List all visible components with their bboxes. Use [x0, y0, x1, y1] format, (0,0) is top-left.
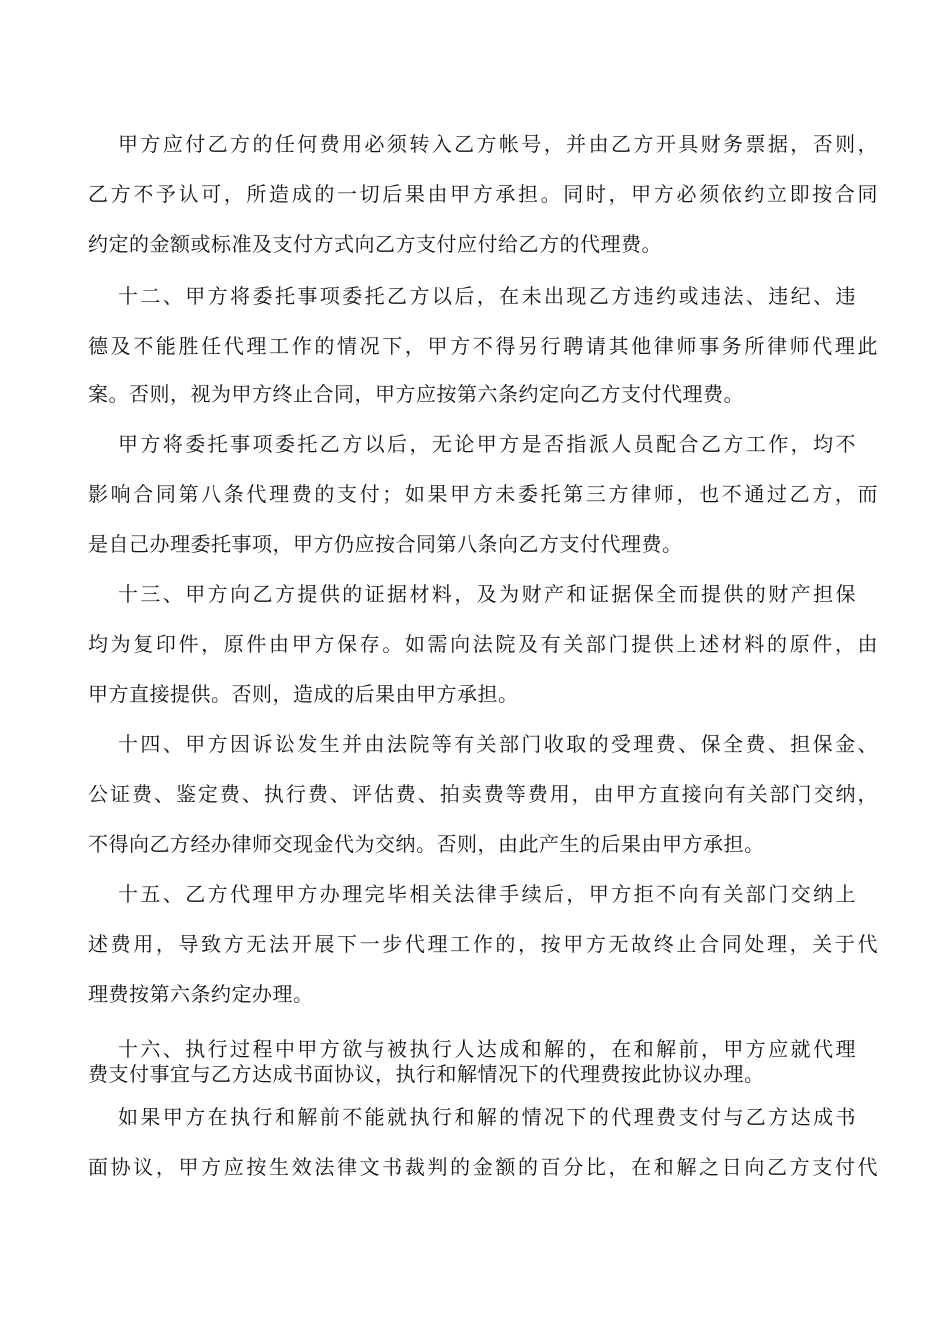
text-line: 述费用，导致方无法开展下一步代理工作的，按甲方无故终止合同处理，关于代 [88, 932, 878, 956]
text-line: 甲方应付乙方的任何费用必须转入乙方帐号，并由乙方开具财务票据，否则， [118, 132, 878, 156]
text-line: 德及不能胜任代理工作的情况下，甲方不得另行聘请其他律师事务所律师代理此 [88, 334, 878, 358]
text-line: 不得向乙方经办律师交现金代为交纳。否则，由此产生的后果由甲方承担。 [88, 832, 765, 856]
text-line: 如果甲方在执行和解前不能就执行和解的情况下的代理费支付与乙方达成书 [118, 1105, 856, 1129]
text-line: 十二、甲方将委托事项委托乙方以后，在未出现乙方违约或违法、违纪、违 [118, 284, 856, 308]
text-line: 乙方不予认可，所造成的一切后果由甲方承担。同时，甲方必须依约立即按合同 [88, 182, 878, 206]
text-line: 案。否则，视为甲方终止合同，甲方应按第六条约定向乙方支付代理费。 [88, 382, 744, 406]
text-line: 公证费、鉴定费、执行费、评估费、拍卖费等费用，由甲方直接向有关部门交纳， [88, 782, 878, 806]
text-line: 是自己办理委托事项，甲方仍应按合同第八条向乙方支付代理费。 [88, 532, 683, 556]
text-line: 理费按第六条约定办理。 [88, 982, 314, 1006]
text-line: 费支付事宜与乙方达成书面协议，执行和解情况下的代理费按此协议办理。 [88, 1062, 765, 1086]
text-line: 影响合同第八条代理费的支付；如果甲方未委托第三方律师，也不通过乙方，而 [88, 482, 878, 506]
text-line: 甲方将委托事项委托乙方以后，无论甲方是否指派人员配合乙方工作，均不 [118, 432, 856, 456]
text-line: 十五、乙方代理甲方办理完毕相关法律手续后，甲方拒不向有关部门交纳上 [118, 882, 856, 906]
text-line: 面协议，甲方应按生效法律文书裁判的金额的百分比，在和解之日向乙方支付代 [88, 1155, 878, 1179]
text-line: 约定的金额或标准及支付方式向乙方支付应付给乙方的代理费。 [88, 232, 662, 256]
text-line: 十六、执行过程中甲方欲与被执行人达成和解的，在和解前，甲方应就代理 [118, 1037, 856, 1061]
text-line: 十四、甲方因诉讼发生并由法院等有关部门收取的受理费、保全费、担保金、 [118, 732, 878, 756]
text-line: 十三、甲方向乙方提供的证据材料，及为财产和证据保全而提供的财产担保 [118, 582, 856, 606]
text-line: 甲方直接提供。否则，造成的后果由甲方承担。 [88, 682, 519, 706]
text-line: 均为复印件，原件由甲方保存。如需向法院及有关部门提供上述材料的原件，由 [88, 632, 878, 656]
